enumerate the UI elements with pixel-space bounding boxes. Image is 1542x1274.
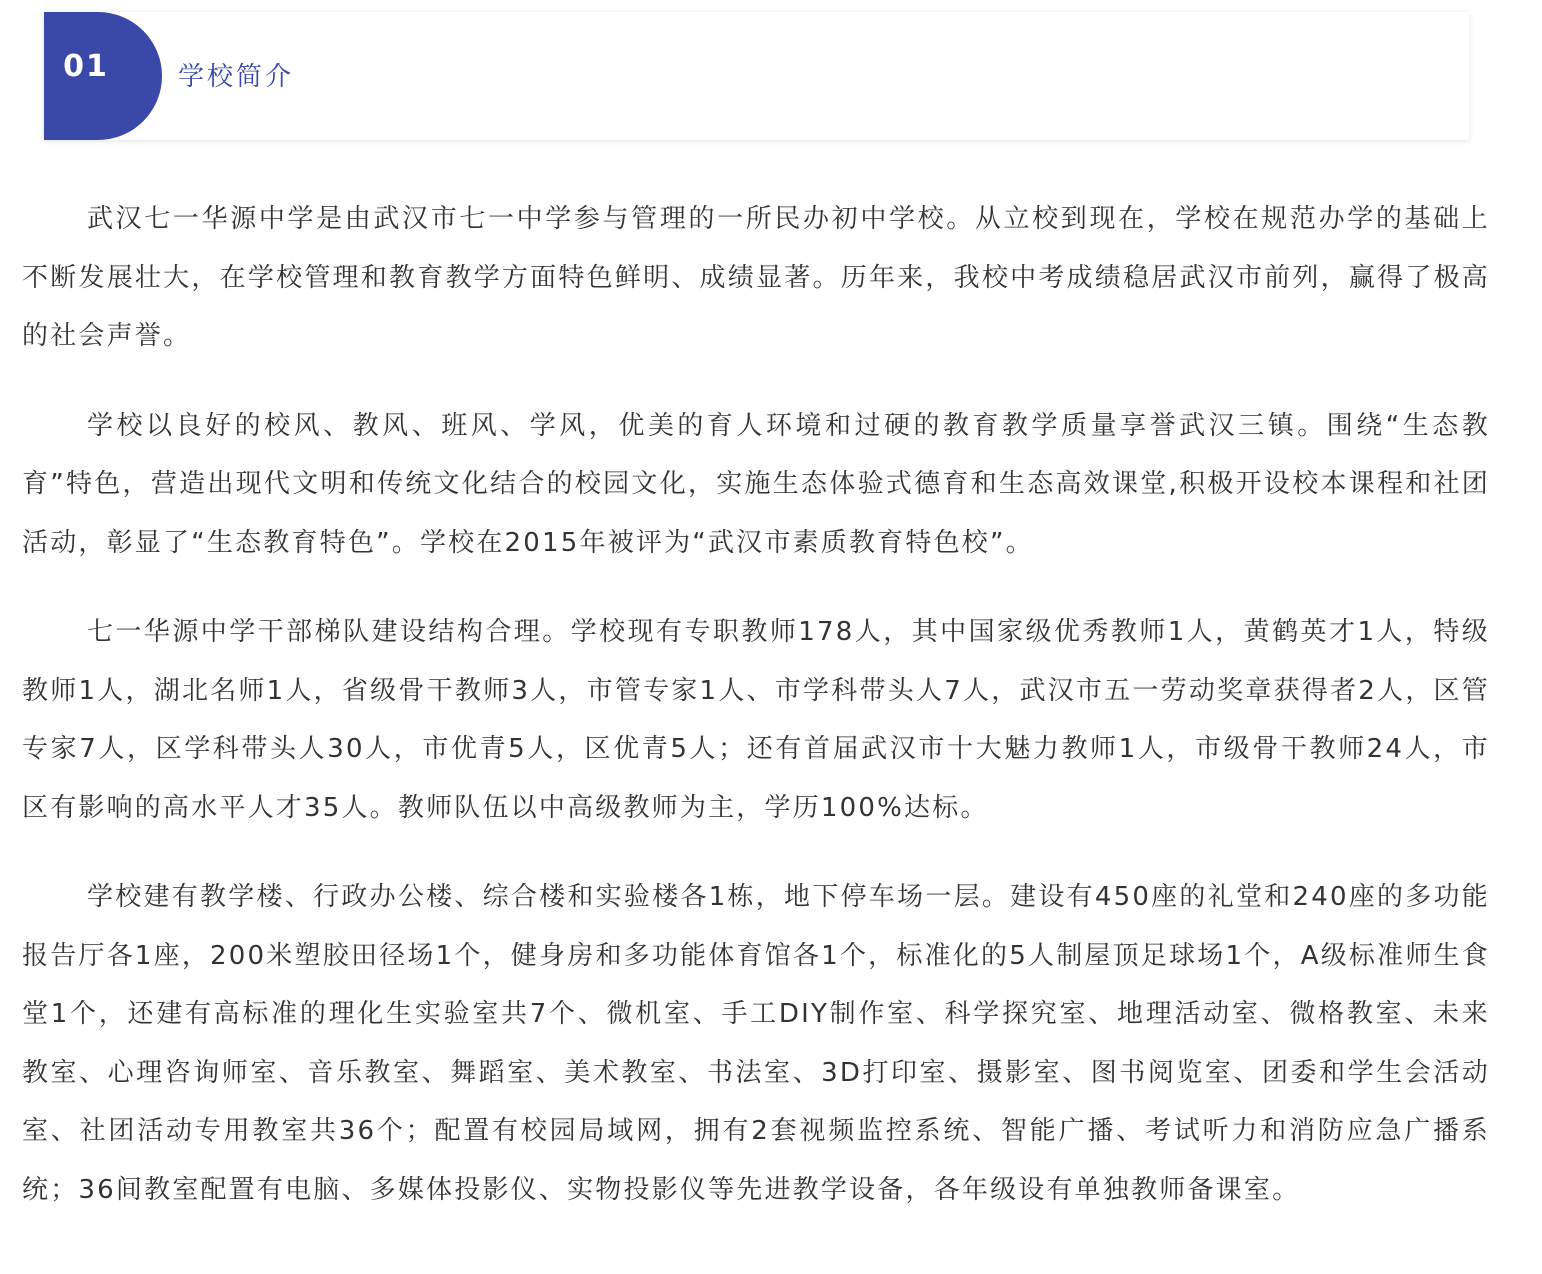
paragraph-facilities: 学校建有教学楼、行政办公楼、综合楼和实验楼各1栋，地下停车场一层。建设有450座的礼堂和240座的多功能报告厅各1座，200米塑胶田径场1个，健身房和多功能体育馆各1个，标准化的5人制屋顶足球场1个，A级标准师生食堂1个，还建有高标准的理化生实验室共7个、微机室、手工DIY制作室、科学探究室、地理活动室、微格教室、未来教室、心理咨询师室、音乐教室、舞蹈室、美术教室、书法室、3D打印室、摄影室、图书阅览室、团委和学生会活动室、社团活动专用教室共36个；配置有校园局域网，拥有2套视频监控系统、智能广播、考试听力和消防应急广播系统；36间教室配置有电脑、多媒体投影仪、实物投影仪等先进教学设备，各年级设有单独教师备课室。 [22, 882, 1490, 1205]
paragraph-intro: 武汉七一华源中学是由武汉市七一中学参与管理的一所民办初中学校。从立校到现在，学校在规范办学的基础上不断发展壮大，在学校管理和教育教学方面特色鲜明、成绩显著。历年来，我校中考成绩稳居武汉市前列，赢得了极高的社会声誉。 [22, 204, 1490, 351]
paragraph-teachers: 七一华源中学干部梯队建设结构合理。学校现有专职教师178人，其中国家级优秀教师1人，黄鹤英才1人，特级教师1人，湖北名师1人，省级骨干教师3人，市管专家1人、市学科带头人7人，武汉市五一劳动奖章获得者2人，区管专家7人，区学科带头人30人，市优青5人，区优青5人；还有首届武汉市十大魅力教师1人，市级骨干教师24人，市区有影响的高水平人才35人。教师队伍以中高级教师为主，学历100%达标。 [22, 617, 1490, 823]
paragraph-culture: 学校以良好的校风、教风、班风、学风，优美的育人环境和过硬的教育教学质量享誉武汉三镇。围绕“生态教育”特色，营造出现代文明和传统文化结合的校园文化，实施生态体验式德育和生态高效课堂,积极开设校本课程和社团活动，彰显了“生态教育特色”。学校在2015年被评为“武汉市素质教育特色校”。 [22, 410, 1490, 558]
article-body [22, 190, 1490, 1250]
section-number-badge [44, 12, 162, 140]
section-header [44, 12, 1469, 140]
section-number: 01 [63, 48, 109, 84]
section-title: 学校简介 [178, 62, 295, 92]
